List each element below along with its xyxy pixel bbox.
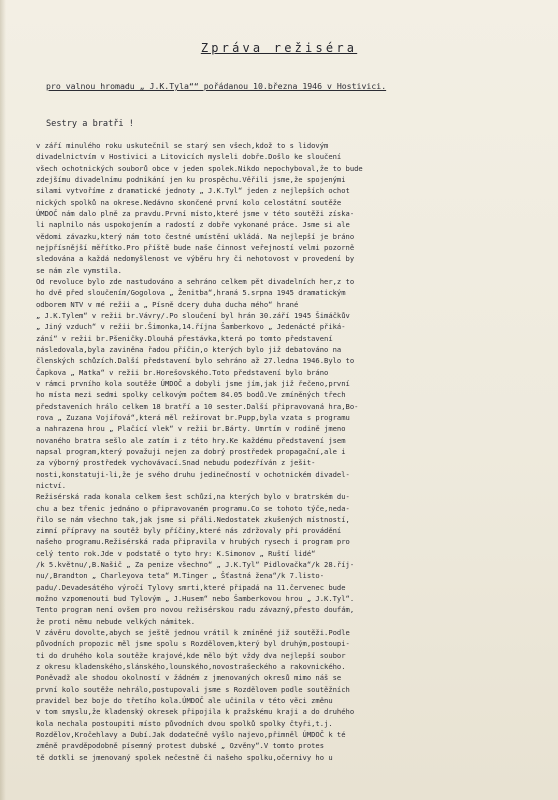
body-line: vědomi závazku,který nám toto čestné umístění ukládá. Na nejlepší je bráno — [36, 231, 355, 241]
body-line: představeních hrálo celkem 18 bratří a 10 sester.Další připravovaná hra,Bo- — [36, 401, 359, 411]
body-line: silami vytvoříme z dramatické jednoty „ J.K.Tyl“ jeden z nejlepších ochot — [36, 186, 350, 196]
body-line: nu/,Brandton „ Charleyova teta“ M.Tinger „ Šťastná žena“/k 7.listo- — [36, 571, 325, 581]
body-line: následovala,byla zaviněna řadou příčin,o kterých bylo již debatováno na — [36, 344, 342, 354]
body-line: li naplnilo nás uspokojením a radostí z dobře vykonané práce. Jsme si ale — [36, 220, 350, 230]
body-line: nejpřísnější měřítko.Pro příště bude naše činnost veřejností velmi pozorně — [36, 242, 355, 252]
body-line: zdejšímu divadelnímu podnikání jen ku prospěchu.Věřili jsme,že spojenými — [36, 174, 346, 184]
body-line: zimní přípravy na soutěž byly příčiny,které nás zdržovaly při provádění — [36, 526, 342, 536]
salutation: Sestry a bratři ! — [46, 119, 134, 129]
body-line: Rozdělov,Kročehlavy a Dubí.Jak dodatečně vyšlo najevo,přimněl ÚMDOČ k té — [36, 730, 346, 740]
body-line: odborem NTV v mé režii a „ Písně dcery duha ducha mého“ hrané — [36, 299, 299, 309]
body-line: chu a bez třenic jednáno o připravovaném programu.Co se tohoto týče,neda- — [36, 503, 350, 513]
body-line: Čapkova „ Matka“ v režii br.Horešovského.Toto představení bylo bráno — [36, 367, 329, 377]
body-line: sledována a každá nedomyšlenost ve výběru hry či nehotovost v provedení by — [36, 254, 355, 264]
body-line: rova „ Zuzana Vojířová“,která měl režírovat br.Pupp,byla vzata s programu — [36, 412, 350, 422]
body-line: členských schůzích.Další představení bylo sehráno až 27.ledna 1946.Bylo to — [36, 356, 355, 366]
body-line: zání“ v režii br.Pšeničky.Dlouhá přestávka,která po tomto představení — [36, 333, 333, 343]
body-line: Režisérská rada konala celkem šest schůzí,na kterých bylo v bratrském du- — [36, 492, 350, 502]
body-line: /k 5.květnu/,B.Našič „ Za penize všechno“ „ J.K.Tyl“ Pidlovačka“/k 28.říj- — [36, 560, 355, 570]
document-title: Zpráva režiséra — [200, 41, 358, 55]
body-line: novaného bratra sešlo ale zatím i z této hry.Ke každému představení jsem — [36, 435, 346, 445]
body-line: „ J.K.Tylem“ v režii br.Vávry/.Po sloučení byl hrán 30.září 1945 Šimáčkův — [36, 310, 350, 320]
body-line: možno vzpomenouti bud Tylovým „ J.Husem“ nebo Šamberkovou hrou „ J.K.Tyl“. — [36, 594, 355, 604]
body-line: našeho programu.Režisérská rada připravila v hrubých rysech i program pro — [36, 537, 350, 547]
body-line: V závěru dovolte,abych se ještě jednou vrátil k zmíněné již soutěži.Podle — [36, 628, 350, 638]
body-line: nictví. — [36, 480, 67, 490]
document-subtitle: pro valnou hromadu „ J.K.Tyla““ pořádanou 10.března 1946 v Hostivici. — [46, 81, 387, 91]
body-line: a nahrazena hrou „ Plačící vlek“ v režii br.Bárty. Umrtím v rodině jmeno — [36, 424, 346, 434]
body-line: ho dvě před sloučením/Gogolova „ Ženitba“,hraná 5.srpna 1945 dramatickým — [36, 288, 346, 298]
body-line: Od revoluce bylo zde nastudováno a sehráno celkem pět divadelních her,z to — [36, 276, 355, 286]
body-line: že proti němu nebude velkých námitek. — [36, 616, 196, 626]
body-line: z okresu kladenského,slánského,lounského,novostrašeckého a rakovnického. — [36, 662, 346, 672]
body-line: divadelnictvím v Hostivici a Litovicích mysleli dobře.Došlo ke sloučení — [36, 152, 342, 162]
body-line: nosti,konstatuji-li,že je svého druhu jedinečností v ochotnickém divadel- — [36, 469, 350, 479]
body-line: v září minulého roku uskutečnil se starý sen všech,kdož to s lidovým — [36, 141, 329, 150]
body-line: nických spolků na okrese.Nedávno skončené první kolo celostátní soutěže — [36, 197, 342, 207]
body-line: napsal program,který považuji nejen za dobrý prostředek propagační,ale i — [36, 446, 346, 456]
body-line: padu/.Devadesátého výročí Tylovy smrti,které připadá na 11.červenec bude — [36, 582, 346, 592]
body-line: první kolo soutěže nehrálo,postupovali jsme s Rozdělovem podle soutěžních — [36, 684, 350, 694]
body-line: Tento program není ovšem pro novou režisérskou radu závazný,přesto doufám, — [36, 605, 355, 615]
body-line: Poněvadž ale shodou okolností v žádném z jmenovaných okresů mimo náš se — [36, 673, 342, 683]
body-line: se nám zle vymstila. — [36, 265, 122, 275]
body-line: ti do druhého kola soutěže krajové,kde mělo být vždy dva nejlepší soubor — [36, 650, 346, 660]
body-line: „ Jiný vzduch“ v režii br.Šimonka,14.října Šamberkovo „ Jedenácté přiká- — [36, 322, 346, 332]
body-line: za výborný prostředek vychovávací.Snad nebudu podezříván z ješit- — [36, 458, 316, 468]
body-line: ho místa mezi sedmi spolky celkovým počtem 84.05 bodů.Ve zmíněných třech — [36, 390, 346, 400]
body-line: v rámci prvního kola soutěže ÚMDOČ a dobyli jsme jím,jak již řečeno,první — [36, 378, 350, 388]
body-line: celý tento rok.Jde v podstatě o tyto hry: K.Simonov „ Ruští lidé“ — [36, 548, 316, 558]
body-line: ÚMDOČ nám dalo plně za pravdu.První místo,které jsme v této soutěži získa- — [36, 208, 355, 218]
report-body — [36, 140, 544, 763]
paper-edge-shadow — [0, 0, 6, 800]
body-line: řilo se nám všechno tak,jak jsme si přáli.Nedostatek zkušených místností, — [36, 514, 350, 524]
body-line: tě dotkli se jmenovaný spolek nečestně či našeho spolku,očernivy ho u — [36, 752, 333, 762]
body-line: pravidel bez boje do třetího kola.ÚMDOČ ale učinila v této věci změnu — [36, 696, 333, 706]
body-line: původních propozic měl jsme spolu s Rozdělovem,který byl druhým,postoupi- — [36, 639, 350, 649]
body-line: kola nechala postoupiti místo původních dvou spolků spolky čtyři,t.j. — [36, 718, 333, 728]
body-line: v tom smyslu,že kladenský okresek připojila k pražskému kraji a do druhého — [36, 707, 355, 717]
body-line: všech ochotnických souborů obce v jeden spolek.Nikdo nepochyboval,že to bude — [36, 163, 363, 173]
body-line: změně pravděpodobně písemný protest dubské „ Ozvěny“.V tomto protes — [36, 741, 325, 751]
